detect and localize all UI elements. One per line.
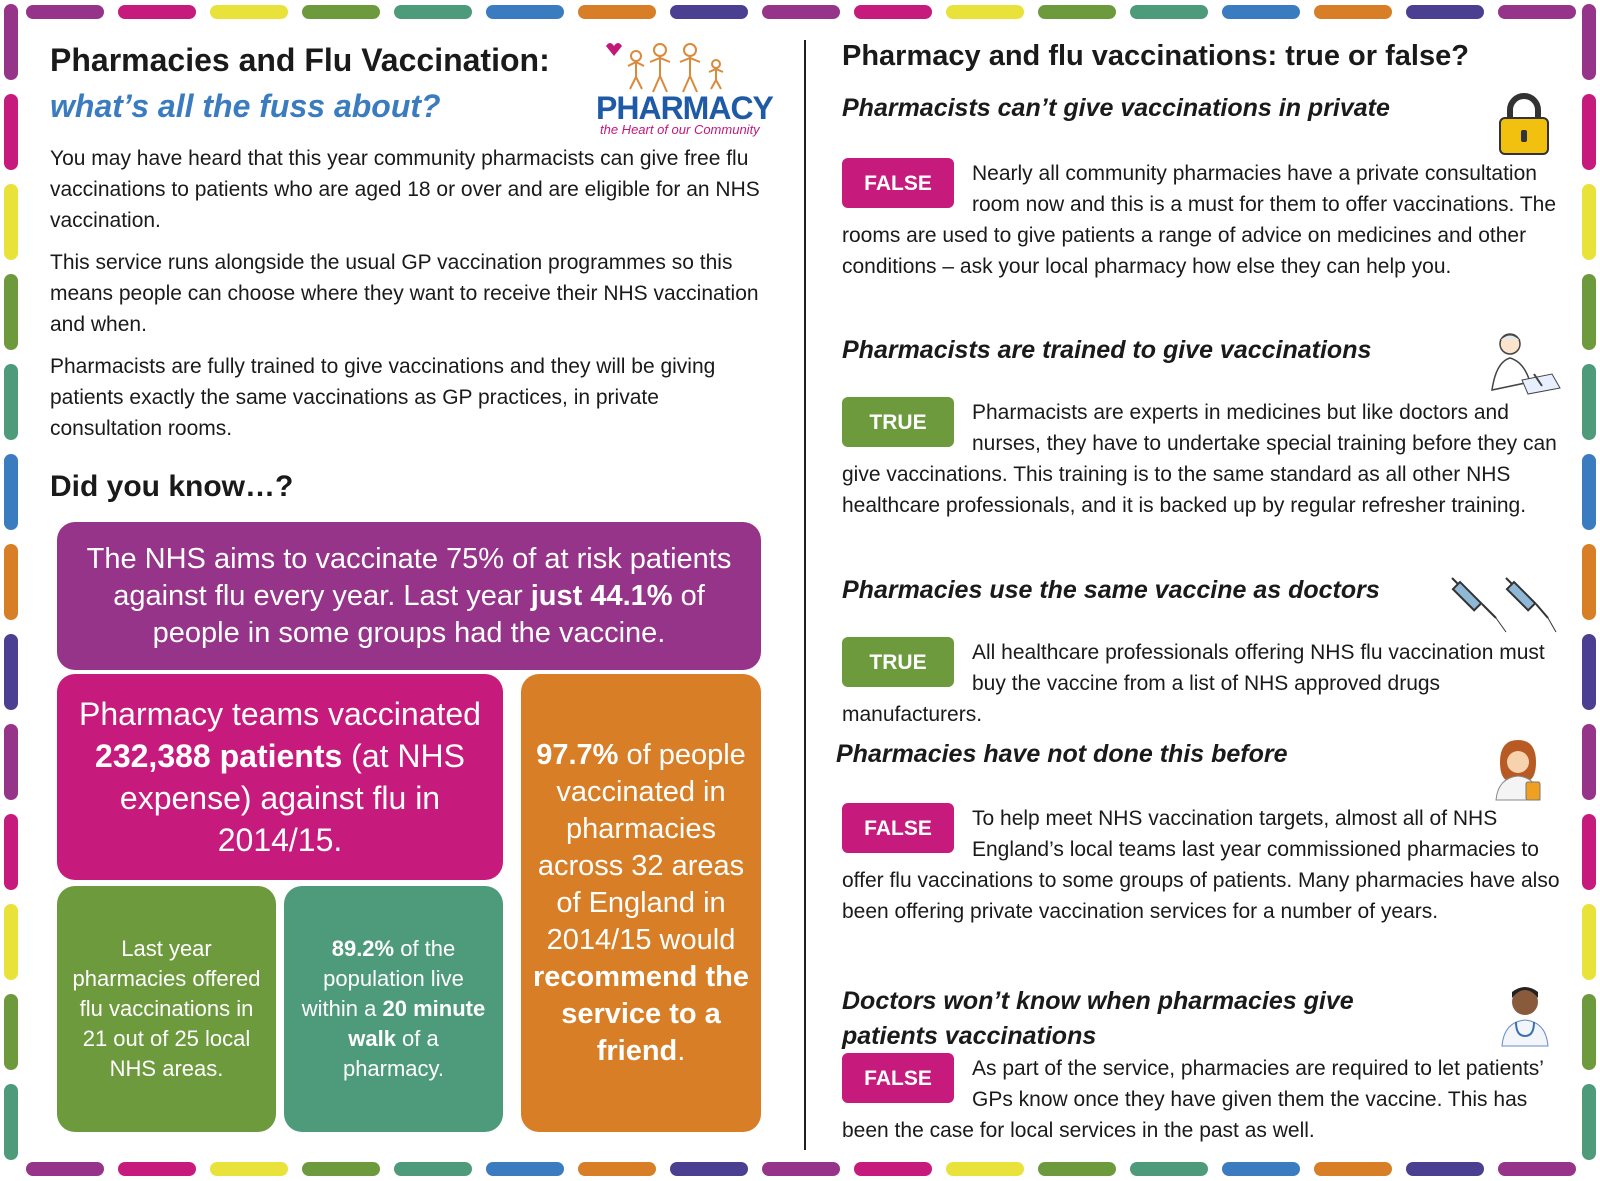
border-segment xyxy=(1582,544,1596,620)
border-segment xyxy=(1498,5,1576,19)
syringes-icon xyxy=(1448,574,1558,636)
border-segment xyxy=(4,814,18,890)
border-segment xyxy=(394,5,472,19)
question-4: Pharmacies have not done this before xyxy=(836,740,1288,768)
border-segment xyxy=(578,5,656,19)
border-segment xyxy=(1582,634,1596,710)
border-segment xyxy=(1498,1162,1576,1176)
page-subtitle: what’s all the fuss about? xyxy=(50,88,441,124)
bottom-border xyxy=(0,1162,1600,1176)
fact-box-local-areas: Last year pharmacies offered flu vaccinations in 21 out of 25 local NHS areas. xyxy=(57,886,276,1132)
border-segment xyxy=(4,634,18,710)
border-segment xyxy=(1582,454,1596,530)
border-segment xyxy=(4,184,18,260)
border-segment xyxy=(210,1162,288,1176)
logo-tagline: the Heart of our Community xyxy=(600,122,760,137)
question-5: Doctors won’t know when pharmacies give patients vaccinations xyxy=(842,987,1354,1050)
answer-5: FALSE As part of the service, pharmacies are required to let patients’ GPs know once they have given them the vaccine. This has been the case for local services in the past as well. xyxy=(842,1053,1562,1146)
intro-paragraph-3: Pharmacists are fully trained to give vaccinations and they will be giving patients exactly the same vaccinations as GP practices, in private consultation rooms. xyxy=(50,355,716,440)
true-badge: TRUE xyxy=(842,637,954,687)
fact-box-walk: 89.2% of the population live within a 20 minute walk of a pharmacy. xyxy=(284,886,503,1132)
border-segment xyxy=(946,5,1024,19)
border-segment xyxy=(1582,1084,1596,1160)
logo-wordmark: PHARMACY xyxy=(596,90,773,126)
border-segment xyxy=(302,5,380,19)
border-segment xyxy=(1130,5,1208,19)
border-segment xyxy=(670,5,748,19)
border-segment xyxy=(302,1162,380,1176)
border-segment xyxy=(1582,814,1596,890)
border-segment xyxy=(762,1162,840,1176)
border-segment xyxy=(1582,184,1596,260)
border-segment xyxy=(4,904,18,980)
border-segment xyxy=(4,94,18,170)
fact-box-nhs-aim: The NHS aims to vaccinate 75% of at risk patients against flu every year. Last year just 44.1% of people in some groups had the vaccine. xyxy=(57,522,761,670)
answer-2: TRUE Pharmacists are experts in medicines but like doctors and nurses, they have to undertake special training before they can give vaccinations. This training is to the same standard as all other NHS healthcare professionals, and it is backed up by regular refresher training. xyxy=(842,397,1562,521)
border-segment xyxy=(394,1162,472,1176)
border-segment xyxy=(4,994,18,1070)
border-segment xyxy=(854,5,932,19)
false-badge: FALSE xyxy=(842,1053,954,1103)
intro-paragraph-1: You may have heard that this year community pharmacists can give free flu vaccinations to patients who are aged 18 or over and are eligible for an NHS vaccination. xyxy=(50,147,760,232)
question-1: Pharmacists can’t give vaccinations in private xyxy=(842,94,1390,122)
border-segment xyxy=(1222,1162,1300,1176)
border-segment xyxy=(1582,274,1596,350)
doctor-icon xyxy=(1496,982,1554,1048)
pharmacist-writing-icon xyxy=(1482,330,1562,400)
question-3: Pharmacies use the same vaccine as doctors xyxy=(842,576,1380,604)
pharmacist-woman-icon xyxy=(1488,736,1546,802)
border-segment xyxy=(1314,5,1392,19)
border-segment xyxy=(762,5,840,19)
border-segment xyxy=(4,724,18,800)
border-segment xyxy=(4,544,18,620)
intro-paragraph-2: This service runs alongside the usual GP vaccination programmes so this means people can choose where they want to receive their NHS vaccination and when. xyxy=(50,251,759,336)
border-segment xyxy=(4,454,18,530)
padlock-icon xyxy=(1496,90,1552,156)
false-badge: FALSE xyxy=(842,803,954,853)
border-segment xyxy=(210,5,288,19)
fact-box-recommend: 97.7% of people vaccinated in pharmacies across 32 areas of England in 2014/15 would recommend the service to a friend. xyxy=(521,674,761,1132)
border-segment xyxy=(1406,5,1484,19)
true-badge: TRUE xyxy=(842,397,954,447)
border-segment xyxy=(26,5,104,19)
border-segment xyxy=(1038,5,1116,19)
border-segment xyxy=(1314,1162,1392,1176)
border-segment xyxy=(118,5,196,19)
quiz-title: Pharmacy and flu vaccinations: true or false? xyxy=(842,40,1469,72)
border-segment xyxy=(4,1084,18,1160)
border-segment xyxy=(1582,364,1596,440)
border-segment xyxy=(486,5,564,19)
border-segment xyxy=(670,1162,748,1176)
border-segment xyxy=(1582,724,1596,800)
border-segment xyxy=(1038,1162,1116,1176)
family-figures-icon xyxy=(596,38,768,98)
answer-1: FALSE Nearly all community pharmacies have a private consultation room now and this is a must for them to offer vaccinations. The rooms are used to give patients a range of advice on medicines and other conditions – ask your local pharmacy how else they can help you. xyxy=(842,158,1562,282)
false-badge: FALSE xyxy=(842,158,954,208)
right-border xyxy=(1582,0,1596,1181)
answer-3: TRUE All healthcare professionals offering NHS flu vaccination must buy the vaccine from a list of NHS approved drugs manufacturers. xyxy=(842,637,1562,730)
border-segment xyxy=(1222,5,1300,19)
page-title: Pharmacies and Flu Vaccination: xyxy=(50,42,550,78)
border-segment xyxy=(118,1162,196,1176)
border-segment xyxy=(1582,994,1596,1070)
border-segment xyxy=(578,1162,656,1176)
did-you-know-heading: Did you know…? xyxy=(50,470,294,503)
border-segment xyxy=(4,364,18,440)
border-segment xyxy=(1406,1162,1484,1176)
pharmacy-logo xyxy=(596,38,773,138)
border-segment xyxy=(1582,4,1596,80)
answer-4: FALSE To help meet NHS vaccination targets, almost all of NHS England’s local teams last year commissioned pharmacies to offer flu vaccinations to some groups of patients. Many pharmacies have also been offering private vaccination services for a number of years. xyxy=(842,803,1562,927)
border-segment xyxy=(4,4,18,80)
border-segment xyxy=(946,1162,1024,1176)
border-segment xyxy=(26,1162,104,1176)
border-segment xyxy=(486,1162,564,1176)
border-segment xyxy=(854,1162,932,1176)
top-border xyxy=(0,5,1600,19)
border-segment xyxy=(1582,94,1596,170)
left-border xyxy=(4,0,18,1181)
fact-box-pharmacy-teams: Pharmacy teams vaccinated 232,388 patients (at NHS expense) against flu in 2014/15. xyxy=(57,674,503,880)
border-segment xyxy=(1582,904,1596,980)
border-segment xyxy=(1130,1162,1208,1176)
column-divider xyxy=(804,40,806,1150)
border-segment xyxy=(4,274,18,350)
question-2: Pharmacists are trained to give vaccinations xyxy=(842,336,1372,364)
